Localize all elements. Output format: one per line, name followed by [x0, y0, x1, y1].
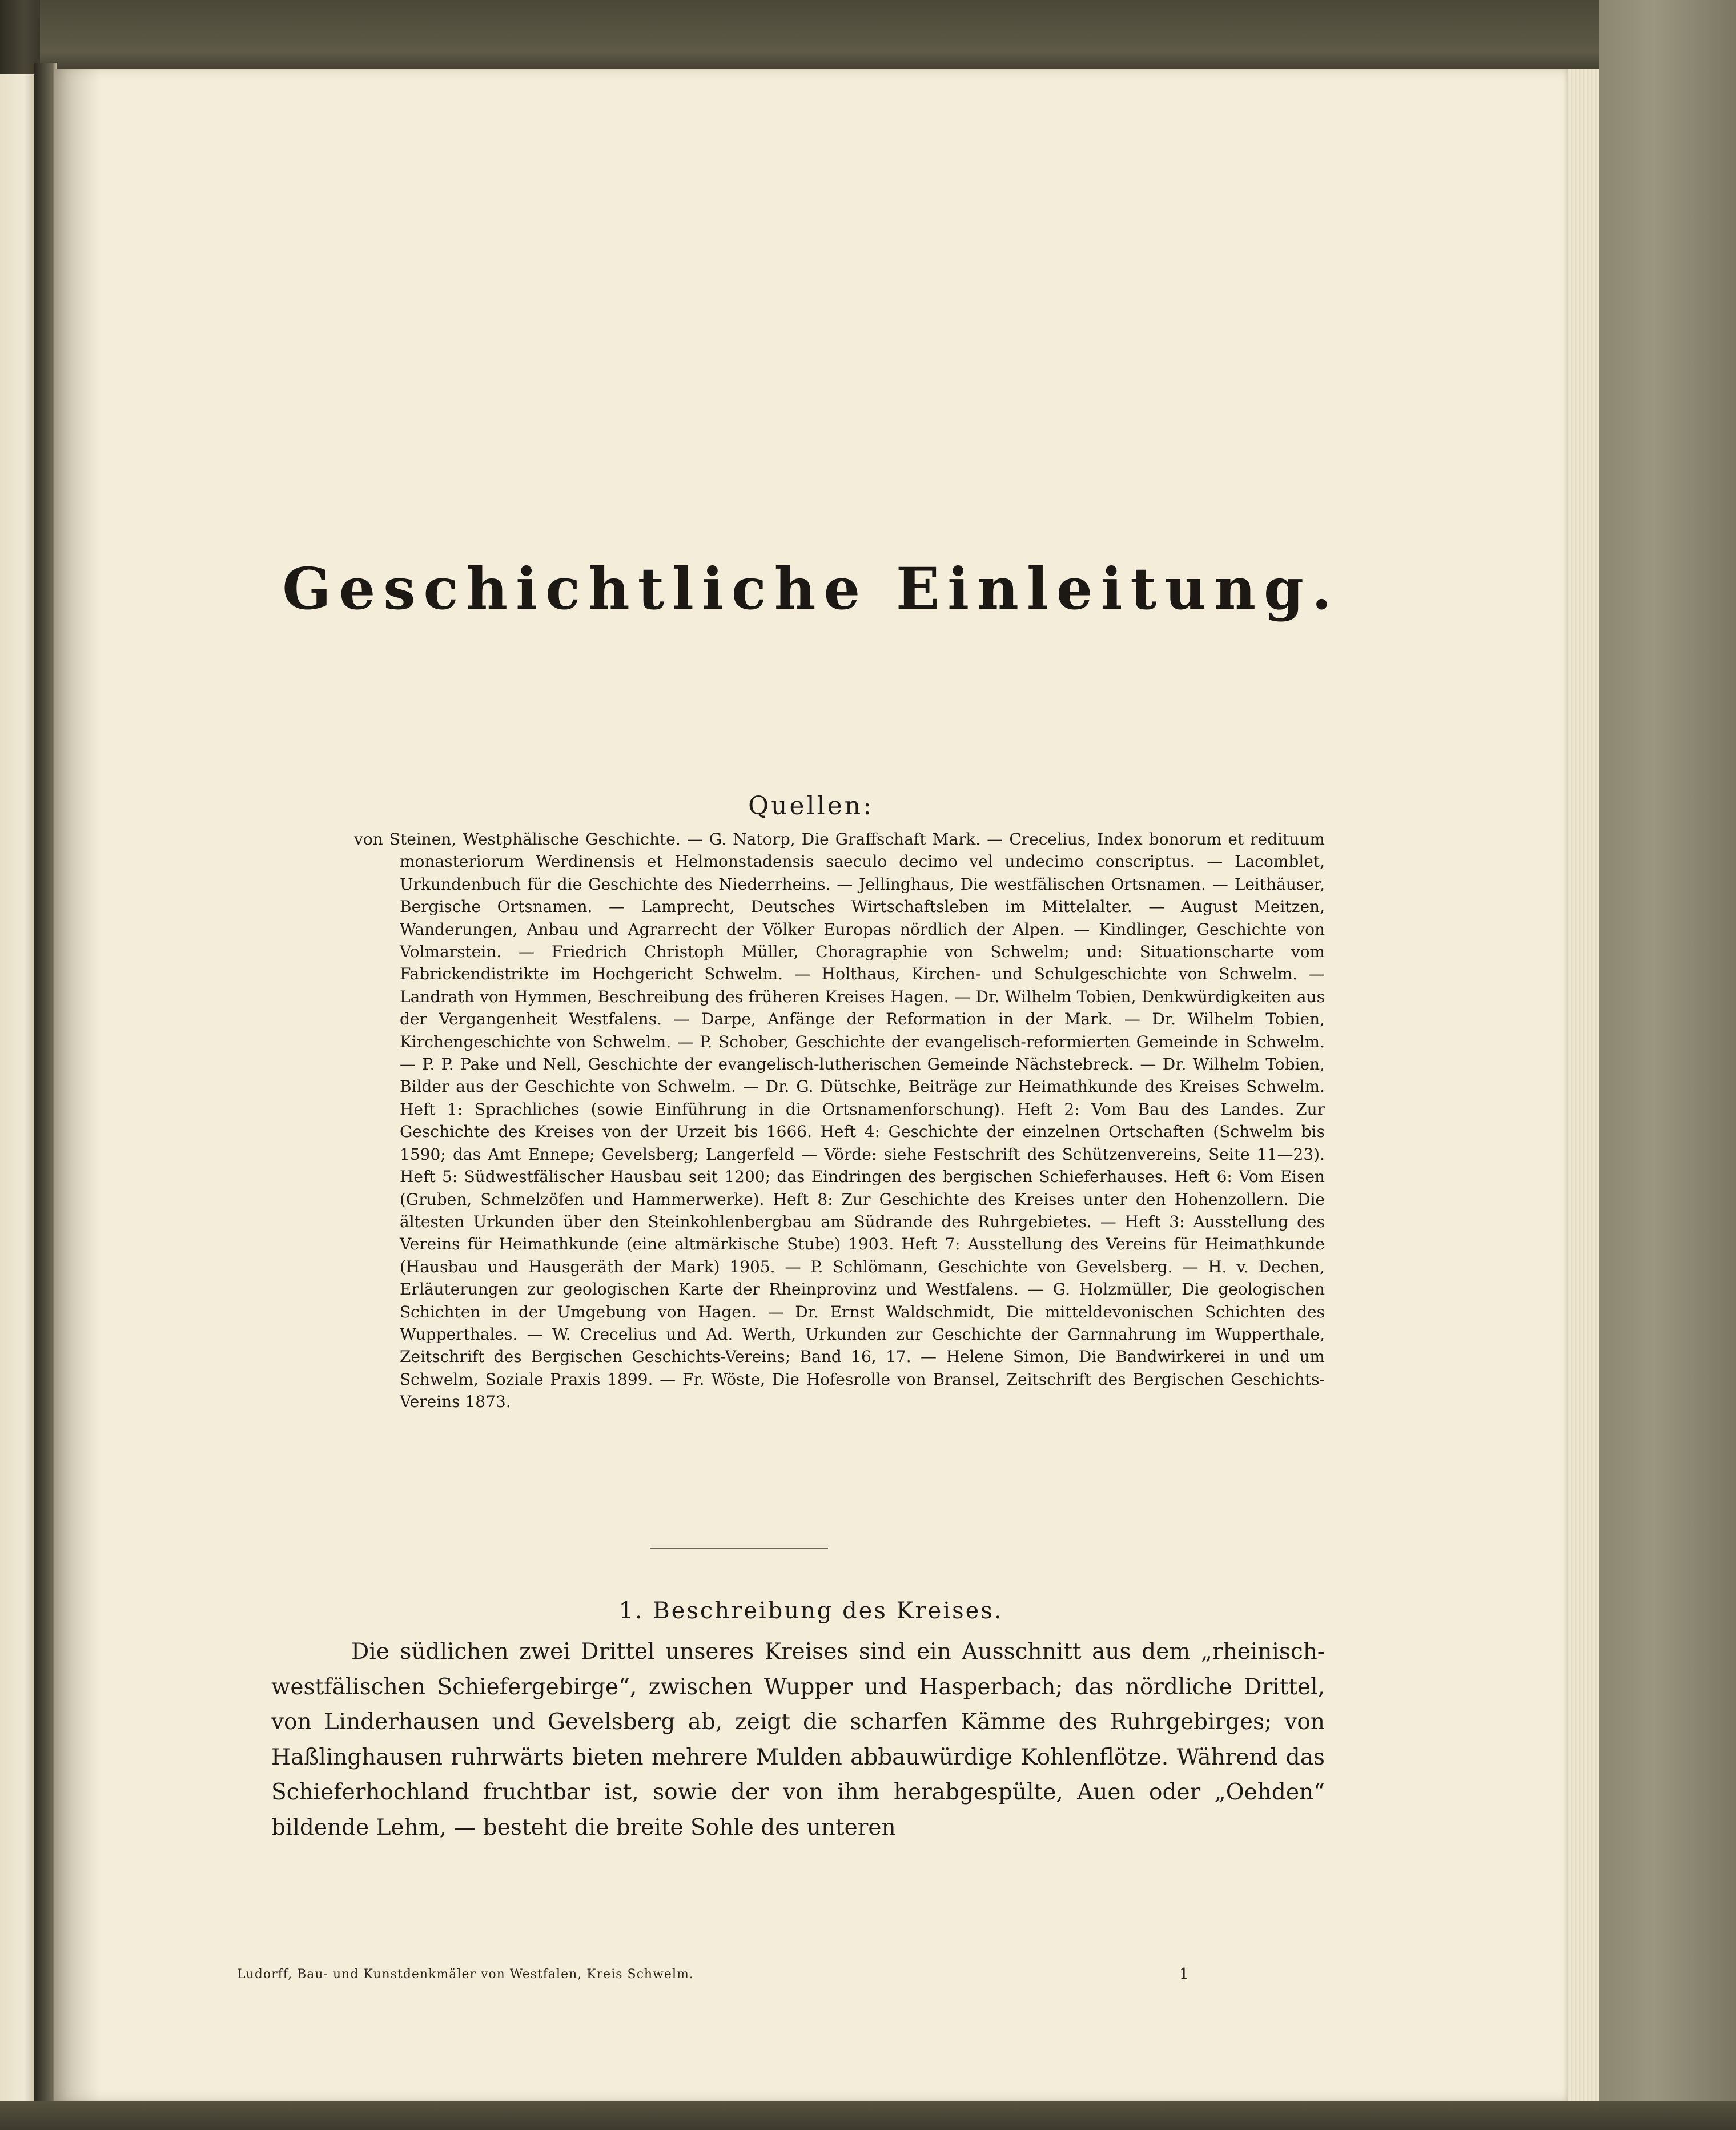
footer-credit: Ludorff, Bau- und Kunstdenkmäler von Westfalen, Kreis Schwelm.: [237, 1967, 694, 1982]
page-number: 1: [1179, 1966, 1189, 1983]
left-page-edge: [0, 74, 34, 2107]
sources-list: [354, 828, 1325, 1413]
book-spine: [34, 63, 57, 2119]
section-heading: 1. Beschreibung des Kreises.: [618, 1598, 1003, 1624]
body-paragraph: Die südlichen zwei Drittel unseres Kreises sind ein Ausschnitt aus dem „rheinisch-westfälischen Schiefergebirge“, zwischen Wupper und Hasperbach; das nördliche Drittel, von Linderhausen und Gevelsberg ab, zeigt die scharfen Kämme des Ruhrgebirges; von Haßlinghausen ruhrwärts bieten mehrere Mulden abbauwürdige Kohlenflötze. Während das Schieferhochland fruchtbar ist, sowie der von ihm herabgespülte, Auen oder „Oehden“ bildende Lehm, — besteht die breite Sohle des unteren: [271, 1639, 1325, 1840]
section-divider: [650, 1548, 828, 1549]
page-title: Geschichtliche Einleitung.: [282, 555, 1340, 622]
page-stack-edge: [1565, 69, 1599, 2101]
book-cover-top: [0, 0, 1736, 74]
book-cover-right: [1599, 0, 1736, 2130]
book-cover-bottom: [0, 2101, 1736, 2130]
sources-text: von Steinen, Westphälische Geschichte. — G. Natorp, Die Graffschaft Mark. — Crecelius, Index bonorum et redituum monasteriorum Werdinensis et Helmonstadensis saeculo decimo vel undecimo conscriptus. — Lacomblet, Urkundenbuch für die Geschichte des Niederrheins. — Jellinghaus, Die westfälischen Ortsnamen. — Leithäuser, Bergische Ortsnamen. — Lamprecht, Deutsches Wirtschaftsleben im Mittelalter. — August Meitzen, Wanderungen, Anbau und Agrarrecht der Völker Europas nördlich der Alpen. — Kindlinger, Geschichte von Volmarstein. — Friedrich Christoph Müller, Choragraphie von Schwelm; und: Situationscharte vom Fabrickendistrikte im Hochgericht Schwelm. — Holthaus, Kirchen- und Schulgeschichte von Schwelm. — Landrath von Hymmen, Beschreibung des früheren Kreises Hagen. — Dr. Wilhelm Tobien, Denkwürdigkeiten aus der Vergangenheit Westfalens. — Darpe, Anfänge der Reformation in der Mark. — Dr. Wilhelm Tobien, Kirchengeschichte von Schwelm. — P. Schober, Geschichte der evangelisch-reformierten Gemeinde in Schwelm. — P. P. Pake und Nell, Geschichte der evangelisch-lutherischen Gemeinde Nächstebreck. — Dr. Wilhelm Tobien, Bilder aus der Geschichte von Schwelm. — Dr. G. Dütschke, Beiträge zur Heimathkunde des Kreises Schwelm. Heft 1: Sprachliches (sowie Einführung in die Ortsnamenforschung). Heft 2: Vom Bau des Landes. Zur Geschichte des Kreises von der Urzeit bis 1666. Heft 4: Geschichte der einzelnen Ortschaften (Schwelm bis 1590; das Amt Ennepe; Gevelsberg; Langerfeld — Vörde: siehe Festschrift des Schützenvereins, Seite 11—23). Heft 5: Südwestfälischer Hausbau seit 1200; das Eindringen des bergischen Schieferhauses. Heft 6: Vom Eisen (Gruben, Schmelzöfen und Hammerwerke). Heft 8: Zur Geschichte des Kreises unter den Hohenzollern. Die ältesten Urkunden über den Steinkohlenbergbau am Südrande des Ruhrgebietes. — Heft 3: Ausstellung des Vereins für Heimathkunde (eine altmärkische Stube) 1903. Heft 7: Ausstellung des Vereins für Heimathkunde (Hausbau und Hausgeräth der Mark) 1905. — P. Schlömann, Geschichte von Gevelsberg. — H. v. Dechen, Erläuterungen zur geologischen Karte der Rheinprovinz und Westfalens. — G. Holzmüller, Die geologischen Schichten in der Umgebung von Hagen. — Dr. Ernst Waldschmidt, Die mitteldevonischen Schichten des Wupperthales. — W. Crecelius und Ad. Werth, Urkunden zur Geschichte der Garnnahrung im Wupperthale, Zeitschrift des Bergischen Geschichts-Vereins; Band 16, 17. — Helene Simon, Die Bandwirkerei in und um Schwelm, Soziale Praxis 1899. — Fr. Wöste, Die Hofesrolle von Bransel, Zeitschrift des Bergischen Geschichts-Vereins 1873.: [354, 830, 1325, 1412]
book-page: [54, 69, 1568, 2101]
sources-heading: Quellen:: [748, 791, 874, 821]
